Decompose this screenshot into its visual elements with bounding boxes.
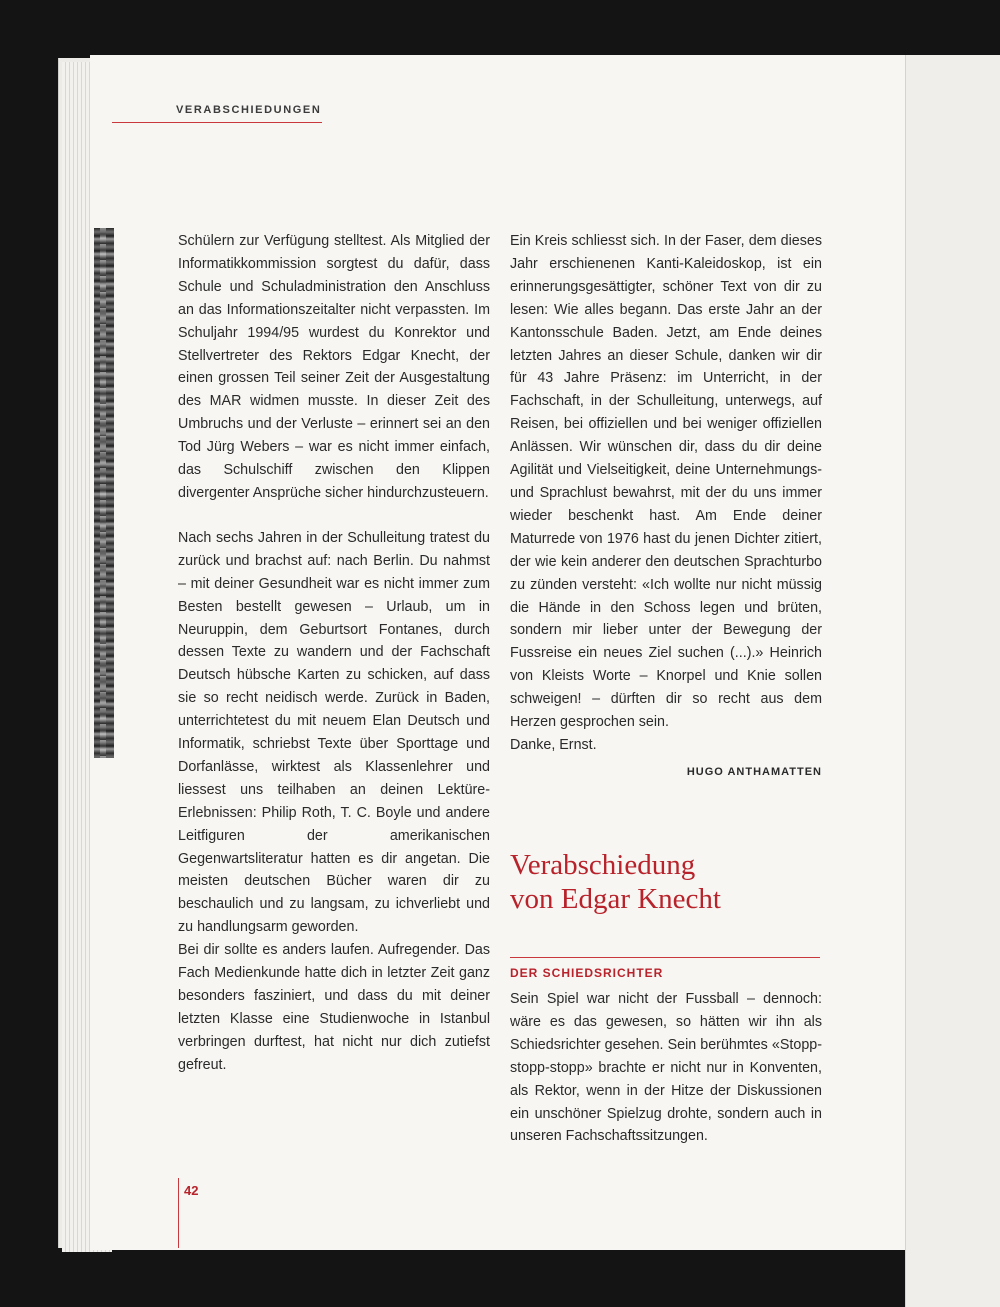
right-column [510, 230, 822, 784]
paragraph: Ein Kreis schliesst sich. In der Faser, dem dieses Jahr erschienenen Kanti-Kaleidoskop, ist ein erinnerungsgesättigter, schöner Text von dir zu lesen: Wie alles begann. Das erste Jahr an der Kantonsschule Baden. Jetzt, am Ende deines letzten Jahres an dieser Schule, danken wir dir für 43 Jahre Präsenz: im Unterricht, in der Fachschaft, in der Schulleitung, unterwegs, auf Reisen, bei offiziellen und bei weniger offiziellen Anlässen. Wir wünschen dir, dass du dir deine Agilität und Vielseitigkeit, deine Unternehmungs- und Sprachlust bewahrst, mit der du uns immer wieder beschenkt hast. Am Ende deiner Maturrede von 1976 hast du jenen Dichter zitiert, der wie kein anderer den deutschen Sprachturbo zu zünden versteht: «Ich wollte nur nicht müssig die Hände in den Schoss legen und brüten, sondern mir lieber unter der Bewegung der Fussreise ein neues Ziel suchen (...).» Heinrich von Kleists Worte – Knorpel und Knie sollen schweigen! – dürften dir so recht aus dem Herzen gesprochen sein. [510, 233, 822, 731]
article-headline [510, 848, 822, 916]
header-rule [112, 122, 322, 123]
paragraph: Nach sechs Jahren in der Schulleitung tratest du zurück und brachst auf: nach Berlin. Du nahmst – mit deiner Gesundheit war es nicht immer zum Besten bestellt gewesen – Urlaub, um in Neuruppin, dem Geburtsort Fontanes, durch dessen Texte zu wandern und der Fachschaft Deutsch hübsche Karten zu schicken, auf dass sie so recht neidisch werde. Zurück in Baden, unterrichtetest du mit neuem Elan Deutsch und Informatik, schriebst Texte über Sporttage und Dorfanlässe, wirktest als Klassenlehrer und liessest uns teilhaben an deinen Lektüre-Erlebnissen: Philip Roth, T. C. Boyle und andere Leitfiguren der amerikanischen Gegenwartsliteratur hatten es dir angetan. Die meisten deutschen Bücher waren dir zu beschaulich und zu langsam, zu ichverliebt und zu handlungsarm geworden. [178, 529, 490, 936]
left-column [178, 230, 490, 1077]
author-name: HUGO ANTHAMATTEN [686, 765, 822, 778]
section-label: VERABSCHIEDUNGEN [176, 104, 322, 116]
right-column-second-article [510, 988, 822, 1148]
page-number: 42 [184, 1183, 199, 1198]
headline-line-1: Verabschiedung [510, 849, 696, 881]
photo-strip-image [94, 228, 114, 758]
paragraph: Bei dir sollte es anders laufen. Aufregender. Das Fach Medienkunde hatte dich in letzter Zeit ganz besonders fasziniert, und dass du mit deiner letzten Klasse eine Studienwoche in Istanbul verbringen durftest, hat nicht nur dich zutiefst gefreut. [178, 942, 490, 1073]
paragraph: Danke, Ernst. [510, 736, 597, 753]
facing-page-edge [905, 55, 1000, 1307]
page-number-rule [178, 1178, 179, 1248]
paragraph: Schülern zur Verfügung stelltest. Als Mitglied der Informatikkommission sorgtest du dafür, dass Schule und Schuladministration den Anschluss an das Informationszeitalter nicht verpassten. Im Schuljahr 1994/95 wurdest du Konrektor und Stellvertreter des Rektors Edgar Knecht, der einen grossen Teil seiner Zeit der Ausgestaltung des MAR widmen musste. In dieser Zeit des Umbruchs und der Verluste – erinnert sei an den Tod Jürg Webers – war es nicht immer einfach, das Schulschiff zwischen den Klippen divergenter Ansprüche sicher hindurchzusteuern. [178, 233, 490, 501]
headline-line-2: von Edgar Knecht [510, 883, 721, 915]
paragraph: Sein Spiel war nicht der Fussball – dennoch: wäre es das gewesen, so hätten wir ihn als Schiedsrichter gesehen. Sein berühmtes «Stopp-stopp-stopp» brachte er nicht nur in Konventen, als Rektor, wenn in der Hitze der Diskussionen ein unschöner Spielzug drohte, sondern auch in unseren Fachschaftssitzungen. [510, 991, 822, 1145]
subheading: DER SCHIEDSRICHTER [510, 966, 664, 980]
headline-rule [510, 957, 820, 958]
